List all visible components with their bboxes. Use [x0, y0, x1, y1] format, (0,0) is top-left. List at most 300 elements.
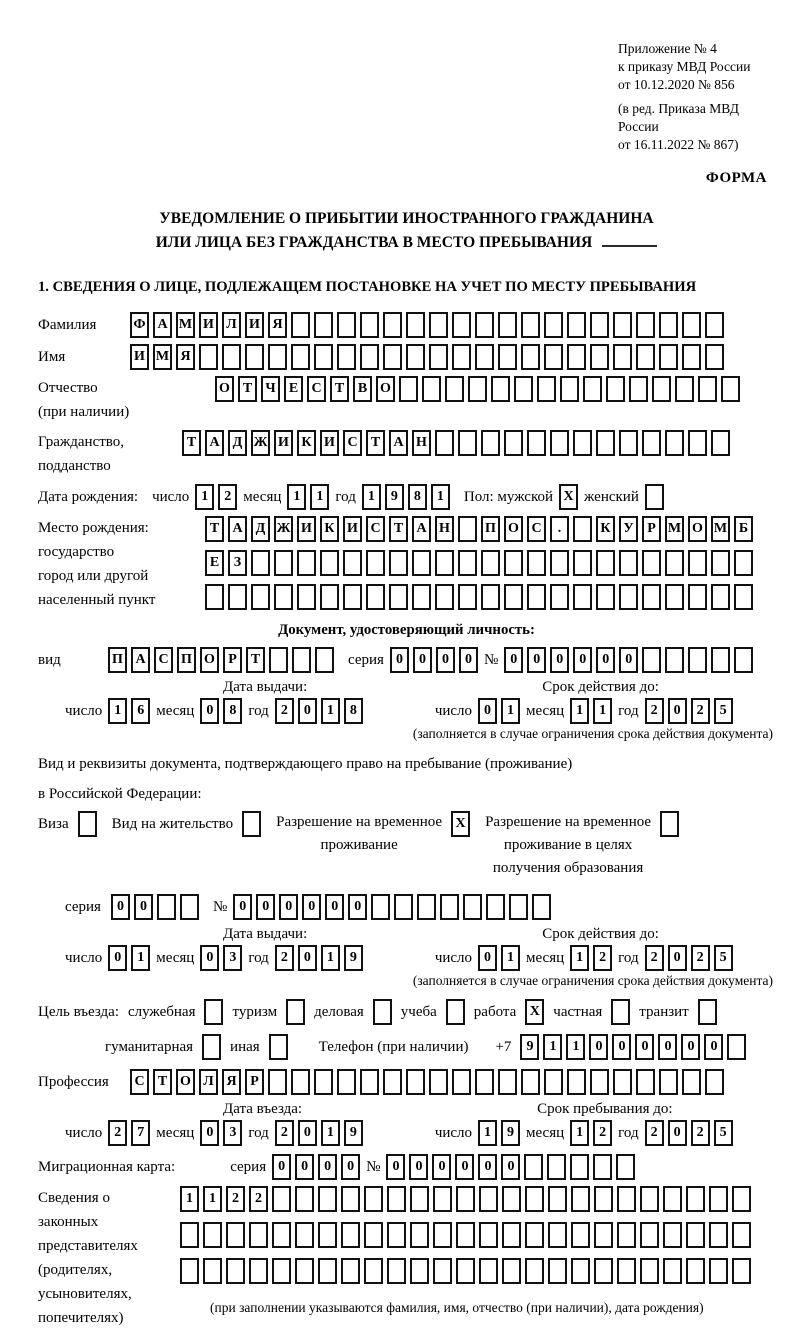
char-cell[interactable] — [571, 1222, 590, 1248]
char-cell[interactable] — [440, 894, 459, 920]
char-cell[interactable] — [435, 550, 454, 576]
char-cell[interactable] — [688, 550, 707, 576]
char-cell[interactable] — [686, 1222, 705, 1248]
char-cell[interactable] — [433, 1258, 452, 1284]
char-cell[interactable]: О — [376, 376, 395, 402]
char-cell[interactable]: 0 — [668, 698, 687, 724]
char-cell[interactable]: 0 — [298, 698, 317, 724]
char-cell[interactable] — [524, 1154, 543, 1180]
char-cell[interactable] — [504, 550, 523, 576]
char-cell[interactable] — [596, 584, 615, 610]
birthplace-cells-row1[interactable] — [205, 516, 753, 542]
char-cell[interactable] — [686, 1186, 705, 1212]
patronymic-cells[interactable] — [215, 376, 740, 402]
char-cell[interactable]: . — [550, 516, 569, 542]
residence-series-cells[interactable] — [111, 894, 199, 920]
doc-issue-month-cells[interactable] — [200, 698, 242, 724]
char-cell[interactable] — [475, 1069, 494, 1095]
char-cell[interactable] — [525, 1222, 544, 1248]
char-cell[interactable] — [544, 344, 563, 370]
char-cell[interactable] — [514, 376, 533, 402]
char-cell[interactable]: 5 — [714, 1120, 733, 1146]
char-cell[interactable] — [686, 1258, 705, 1284]
char-cell[interactable]: 2 — [275, 698, 294, 724]
char-cell[interactable] — [548, 1186, 567, 1212]
char-cell[interactable] — [616, 1154, 635, 1180]
char-cell[interactable]: 5 — [714, 945, 733, 971]
char-cell[interactable] — [389, 584, 408, 610]
char-cell[interactable]: 5 — [714, 698, 733, 724]
char-cell[interactable]: 1 — [108, 698, 127, 724]
char-cell[interactable] — [314, 1069, 333, 1095]
char-cell[interactable] — [422, 376, 441, 402]
purpose-business-checkbox[interactable] — [373, 999, 392, 1025]
char-cell[interactable] — [387, 1258, 406, 1284]
char-cell[interactable]: 0 — [200, 1120, 219, 1146]
char-cell[interactable] — [383, 344, 402, 370]
char-cell[interactable] — [642, 430, 661, 456]
char-cell[interactable] — [636, 1069, 655, 1095]
char-cell[interactable]: О — [200, 647, 219, 673]
char-cell[interactable] — [429, 344, 448, 370]
char-cell[interactable]: 0 — [619, 647, 638, 673]
char-cell[interactable] — [640, 1258, 659, 1284]
char-cell[interactable]: 2 — [645, 698, 664, 724]
char-cell[interactable] — [468, 376, 487, 402]
char-cell[interactable] — [341, 1258, 360, 1284]
char-cell[interactable] — [629, 376, 648, 402]
char-cell[interactable] — [521, 344, 540, 370]
char-cell[interactable]: 0 — [409, 1154, 428, 1180]
char-cell[interactable] — [498, 312, 517, 338]
char-cell[interactable] — [594, 1258, 613, 1284]
char-cell[interactable] — [613, 1069, 632, 1095]
char-cell[interactable]: 2 — [249, 1186, 268, 1212]
char-cell[interactable] — [366, 584, 385, 610]
char-cell[interactable]: 1 — [431, 484, 450, 510]
birth-year-cells[interactable] — [362, 484, 450, 510]
char-cell[interactable]: 2 — [226, 1186, 245, 1212]
char-cell[interactable]: 2 — [593, 945, 612, 971]
char-cell[interactable] — [337, 344, 356, 370]
purpose-tourism-checkbox[interactable] — [286, 999, 305, 1025]
char-cell[interactable] — [665, 647, 684, 673]
entry-year-cells[interactable] — [275, 1120, 363, 1146]
char-cell[interactable] — [456, 1222, 475, 1248]
char-cell[interactable]: 1 — [478, 1120, 497, 1146]
char-cell[interactable] — [682, 312, 701, 338]
char-cell[interactable]: 0 — [295, 1154, 314, 1180]
char-cell[interactable] — [410, 1222, 429, 1248]
char-cell[interactable] — [456, 1186, 475, 1212]
char-cell[interactable] — [435, 584, 454, 610]
char-cell[interactable] — [583, 376, 602, 402]
char-cell[interactable] — [429, 312, 448, 338]
char-cell[interactable] — [320, 550, 339, 576]
char-cell[interactable] — [269, 647, 288, 673]
char-cell[interactable] — [573, 516, 592, 542]
char-cell[interactable] — [463, 894, 482, 920]
char-cell[interactable] — [203, 1222, 222, 1248]
char-cell[interactable] — [433, 1186, 452, 1212]
char-cell[interactable]: 1 — [501, 945, 520, 971]
char-cell[interactable] — [688, 647, 707, 673]
char-cell[interactable]: 9 — [501, 1120, 520, 1146]
char-cell[interactable] — [406, 312, 425, 338]
char-cell[interactable]: О — [215, 376, 234, 402]
char-cell[interactable]: 3 — [223, 1120, 242, 1146]
char-cell[interactable] — [613, 344, 632, 370]
char-cell[interactable]: 2 — [691, 698, 710, 724]
char-cell[interactable] — [590, 344, 609, 370]
char-cell[interactable] — [593, 1154, 612, 1180]
char-cell[interactable]: Т — [366, 430, 385, 456]
char-cell[interactable]: 9 — [385, 484, 404, 510]
char-cell[interactable] — [675, 376, 694, 402]
char-cell[interactable] — [567, 1069, 586, 1095]
char-cell[interactable]: 0 — [501, 1154, 520, 1180]
char-cell[interactable] — [180, 1258, 199, 1284]
char-cell[interactable]: 0 — [527, 647, 546, 673]
char-cell[interactable] — [360, 344, 379, 370]
char-cell[interactable] — [452, 1069, 471, 1095]
char-cell[interactable] — [617, 1186, 636, 1212]
residence-valid-year-cells[interactable] — [645, 945, 733, 971]
char-cell[interactable]: Я — [268, 312, 287, 338]
char-cell[interactable]: 1 — [180, 1186, 199, 1212]
char-cell[interactable] — [364, 1258, 383, 1284]
char-cell[interactable] — [663, 1222, 682, 1248]
char-cell[interactable] — [502, 1186, 521, 1212]
char-cell[interactable]: 2 — [645, 945, 664, 971]
char-cell[interactable]: 0 — [668, 945, 687, 971]
char-cell[interactable] — [445, 376, 464, 402]
char-cell[interactable]: Т — [238, 376, 257, 402]
char-cell[interactable] — [249, 1222, 268, 1248]
char-cell[interactable]: 2 — [275, 1120, 294, 1146]
char-cell[interactable] — [705, 344, 724, 370]
char-cell[interactable] — [594, 1186, 613, 1212]
char-cell[interactable] — [366, 550, 385, 576]
char-cell[interactable] — [291, 1069, 310, 1095]
char-cell[interactable] — [709, 1222, 728, 1248]
char-cell[interactable]: К — [596, 516, 615, 542]
char-cell[interactable] — [709, 1186, 728, 1212]
char-cell[interactable] — [226, 1222, 245, 1248]
representatives-cells-row1[interactable] — [180, 1186, 751, 1212]
char-cell[interactable]: 1 — [195, 484, 214, 510]
residence-number-cells[interactable] — [233, 894, 551, 920]
char-cell[interactable] — [527, 550, 546, 576]
char-cell[interactable] — [573, 550, 592, 576]
char-cell[interactable] — [521, 312, 540, 338]
char-cell[interactable] — [732, 1258, 751, 1284]
char-cell[interactable] — [521, 1069, 540, 1095]
char-cell[interactable] — [640, 1186, 659, 1212]
char-cell[interactable] — [337, 1069, 356, 1095]
char-cell[interactable] — [705, 1069, 724, 1095]
char-cell[interactable] — [544, 312, 563, 338]
char-cell[interactable]: 2 — [275, 945, 294, 971]
char-cell[interactable] — [525, 1258, 544, 1284]
char-cell[interactable]: Т — [330, 376, 349, 402]
char-cell[interactable]: 2 — [108, 1120, 127, 1146]
char-cell[interactable]: 0 — [658, 1034, 677, 1060]
char-cell[interactable]: 0 — [589, 1034, 608, 1060]
char-cell[interactable] — [479, 1258, 498, 1284]
sex-female-checkbox[interactable] — [645, 484, 664, 510]
char-cell[interactable] — [343, 550, 362, 576]
char-cell[interactable] — [364, 1186, 383, 1212]
char-cell[interactable]: 2 — [218, 484, 237, 510]
purpose-transit-checkbox[interactable] — [698, 999, 717, 1025]
char-cell[interactable] — [394, 894, 413, 920]
char-cell[interactable]: И — [199, 312, 218, 338]
char-cell[interactable] — [709, 1258, 728, 1284]
char-cell[interactable] — [721, 376, 740, 402]
char-cell[interactable] — [573, 584, 592, 610]
char-cell[interactable]: П — [177, 647, 196, 673]
char-cell[interactable] — [734, 550, 753, 576]
char-cell[interactable] — [199, 344, 218, 370]
char-cell[interactable]: Т — [182, 430, 201, 456]
sex-male-checkbox[interactable]: X — [559, 484, 578, 510]
char-cell[interactable] — [292, 647, 311, 673]
char-cell[interactable] — [318, 1258, 337, 1284]
char-cell[interactable]: Б — [734, 516, 753, 542]
char-cell[interactable]: А — [389, 430, 408, 456]
residence-valid-month-cells[interactable] — [570, 945, 612, 971]
char-cell[interactable] — [486, 894, 505, 920]
char-cell[interactable] — [663, 1258, 682, 1284]
char-cell[interactable] — [659, 1069, 678, 1095]
char-cell[interactable]: 1 — [310, 484, 329, 510]
birth-day-cells[interactable] — [195, 484, 237, 510]
char-cell[interactable]: 0 — [504, 647, 523, 673]
char-cell[interactable] — [525, 1186, 544, 1212]
char-cell[interactable] — [314, 344, 333, 370]
representatives-cells-row3[interactable] — [180, 1258, 751, 1284]
char-cell[interactable]: 1 — [570, 698, 589, 724]
char-cell[interactable] — [371, 894, 390, 920]
char-cell[interactable] — [251, 550, 270, 576]
char-cell[interactable]: 0 — [478, 1154, 497, 1180]
char-cell[interactable] — [498, 1069, 517, 1095]
char-cell[interactable]: 0 — [436, 647, 455, 673]
char-cell[interactable]: 0 — [108, 945, 127, 971]
birth-month-cells[interactable] — [287, 484, 329, 510]
char-cell[interactable]: Ж — [251, 430, 270, 456]
char-cell[interactable] — [341, 1222, 360, 1248]
char-cell[interactable] — [435, 430, 454, 456]
char-cell[interactable] — [412, 550, 431, 576]
char-cell[interactable]: Д — [228, 430, 247, 456]
char-cell[interactable] — [433, 1222, 452, 1248]
char-cell[interactable] — [406, 1069, 425, 1095]
char-cell[interactable] — [560, 376, 579, 402]
char-cell[interactable] — [383, 1069, 402, 1095]
char-cell[interactable]: 9 — [344, 1120, 363, 1146]
char-cell[interactable] — [412, 584, 431, 610]
char-cell[interactable] — [732, 1186, 751, 1212]
char-cell[interactable] — [360, 1069, 379, 1095]
char-cell[interactable]: 0 — [635, 1034, 654, 1060]
char-cell[interactable] — [383, 312, 402, 338]
char-cell[interactable]: М — [665, 516, 684, 542]
doc-number-cells[interactable] — [504, 647, 753, 673]
char-cell[interactable]: 0 — [478, 945, 497, 971]
char-cell[interactable]: Е — [284, 376, 303, 402]
char-cell[interactable]: 0 — [298, 945, 317, 971]
char-cell[interactable] — [567, 312, 586, 338]
citizenship-cells[interactable] — [182, 430, 730, 456]
char-cell[interactable] — [251, 584, 270, 610]
char-cell[interactable] — [642, 584, 661, 610]
residence-issue-month-cells[interactable] — [200, 945, 242, 971]
birthplace-cells-row3[interactable] — [205, 584, 753, 610]
char-cell[interactable]: 1 — [131, 945, 150, 971]
char-cell[interactable]: 0 — [681, 1034, 700, 1060]
doc-valid-day-cells[interactable] — [478, 698, 520, 724]
char-cell[interactable] — [590, 1069, 609, 1095]
char-cell[interactable]: К — [297, 430, 316, 456]
char-cell[interactable] — [665, 584, 684, 610]
char-cell[interactable]: 0 — [386, 1154, 405, 1180]
char-cell[interactable]: П — [481, 516, 500, 542]
char-cell[interactable] — [504, 430, 523, 456]
char-cell[interactable]: 1 — [203, 1186, 222, 1212]
profession-cells[interactable] — [130, 1069, 724, 1095]
char-cell[interactable]: Т — [246, 647, 265, 673]
char-cell[interactable] — [337, 312, 356, 338]
char-cell[interactable]: С — [527, 516, 546, 542]
char-cell[interactable]: 1 — [321, 698, 340, 724]
char-cell[interactable]: 0 — [318, 1154, 337, 1180]
purpose-private-checkbox[interactable] — [611, 999, 630, 1025]
doc-issue-year-cells[interactable] — [275, 698, 363, 724]
char-cell[interactable] — [387, 1222, 406, 1248]
char-cell[interactable]: 0 — [573, 647, 592, 673]
char-cell[interactable] — [295, 1222, 314, 1248]
char-cell[interactable]: И — [245, 312, 264, 338]
char-cell[interactable] — [157, 894, 176, 920]
char-cell[interactable] — [509, 894, 528, 920]
char-cell[interactable] — [364, 1222, 383, 1248]
char-cell[interactable] — [479, 1186, 498, 1212]
char-cell[interactable]: Ж — [274, 516, 293, 542]
char-cell[interactable] — [590, 312, 609, 338]
char-cell[interactable]: М — [711, 516, 730, 542]
char-cell[interactable] — [274, 550, 293, 576]
char-cell[interactable] — [318, 1186, 337, 1212]
stay-day-cells[interactable] — [478, 1120, 520, 1146]
char-cell[interactable] — [274, 584, 293, 610]
char-cell[interactable]: М — [176, 312, 195, 338]
char-cell[interactable] — [429, 1069, 448, 1095]
char-cell[interactable]: 0 — [200, 945, 219, 971]
char-cell[interactable] — [491, 376, 510, 402]
char-cell[interactable]: 1 — [570, 945, 589, 971]
char-cell[interactable] — [297, 584, 316, 610]
char-cell[interactable] — [498, 344, 517, 370]
mc-series-cells[interactable] — [272, 1154, 360, 1180]
char-cell[interactable] — [458, 430, 477, 456]
char-cell[interactable]: 2 — [691, 945, 710, 971]
char-cell[interactable]: А — [228, 516, 247, 542]
char-cell[interactable] — [387, 1186, 406, 1212]
char-cell[interactable] — [550, 550, 569, 576]
char-cell[interactable]: С — [307, 376, 326, 402]
char-cell[interactable]: 0 — [298, 1120, 317, 1146]
char-cell[interactable] — [314, 312, 333, 338]
char-cell[interactable]: Е — [205, 550, 224, 576]
char-cell[interactable]: 0 — [455, 1154, 474, 1180]
char-cell[interactable] — [481, 550, 500, 576]
char-cell[interactable]: С — [343, 430, 362, 456]
char-cell[interactable]: Р — [642, 516, 661, 542]
char-cell[interactable]: Д — [251, 516, 270, 542]
char-cell[interactable] — [318, 1222, 337, 1248]
char-cell[interactable]: 0 — [302, 894, 321, 920]
purpose-work-checkbox[interactable]: X — [525, 999, 544, 1025]
char-cell[interactable] — [547, 1154, 566, 1180]
char-cell[interactable] — [642, 647, 661, 673]
char-cell[interactable]: И — [343, 516, 362, 542]
char-cell[interactable]: О — [176, 1069, 195, 1095]
char-cell[interactable] — [222, 344, 241, 370]
char-cell[interactable]: Р — [245, 1069, 264, 1095]
char-cell[interactable] — [537, 376, 556, 402]
birthplace-cells-row2[interactable] — [205, 550, 753, 576]
char-cell[interactable]: 0 — [390, 647, 409, 673]
char-cell[interactable] — [410, 1258, 429, 1284]
mc-number-cells[interactable] — [386, 1154, 635, 1180]
char-cell[interactable] — [458, 516, 477, 542]
char-cell[interactable] — [226, 1258, 245, 1284]
char-cell[interactable]: М — [153, 344, 172, 370]
char-cell[interactable]: О — [504, 516, 523, 542]
char-cell[interactable]: 1 — [570, 1120, 589, 1146]
char-cell[interactable]: Л — [199, 1069, 218, 1095]
char-cell[interactable] — [663, 1186, 682, 1212]
char-cell[interactable] — [532, 894, 551, 920]
char-cell[interactable]: 1 — [566, 1034, 585, 1060]
char-cell[interactable] — [732, 1222, 751, 1248]
char-cell[interactable] — [548, 1222, 567, 1248]
char-cell[interactable]: 0 — [459, 647, 478, 673]
char-cell[interactable] — [636, 312, 655, 338]
doc-valid-month-cells[interactable] — [570, 698, 612, 724]
char-cell[interactable] — [617, 1258, 636, 1284]
char-cell[interactable] — [550, 584, 569, 610]
char-cell[interactable]: 0 — [348, 894, 367, 920]
char-cell[interactable]: Т — [153, 1069, 172, 1095]
char-cell[interactable]: 2 — [691, 1120, 710, 1146]
char-cell[interactable]: Т — [205, 516, 224, 542]
char-cell[interactable]: 0 — [704, 1034, 723, 1060]
residence-issue-year-cells[interactable] — [275, 945, 363, 971]
char-cell[interactable] — [711, 550, 730, 576]
char-cell[interactable] — [272, 1258, 291, 1284]
char-cell[interactable] — [711, 647, 730, 673]
char-cell[interactable]: 0 — [272, 1154, 291, 1180]
char-cell[interactable]: 0 — [550, 647, 569, 673]
char-cell[interactable] — [606, 376, 625, 402]
char-cell[interactable]: 2 — [593, 1120, 612, 1146]
firstname-cells[interactable] — [130, 344, 724, 370]
char-cell[interactable] — [619, 550, 638, 576]
char-cell[interactable] — [594, 1222, 613, 1248]
